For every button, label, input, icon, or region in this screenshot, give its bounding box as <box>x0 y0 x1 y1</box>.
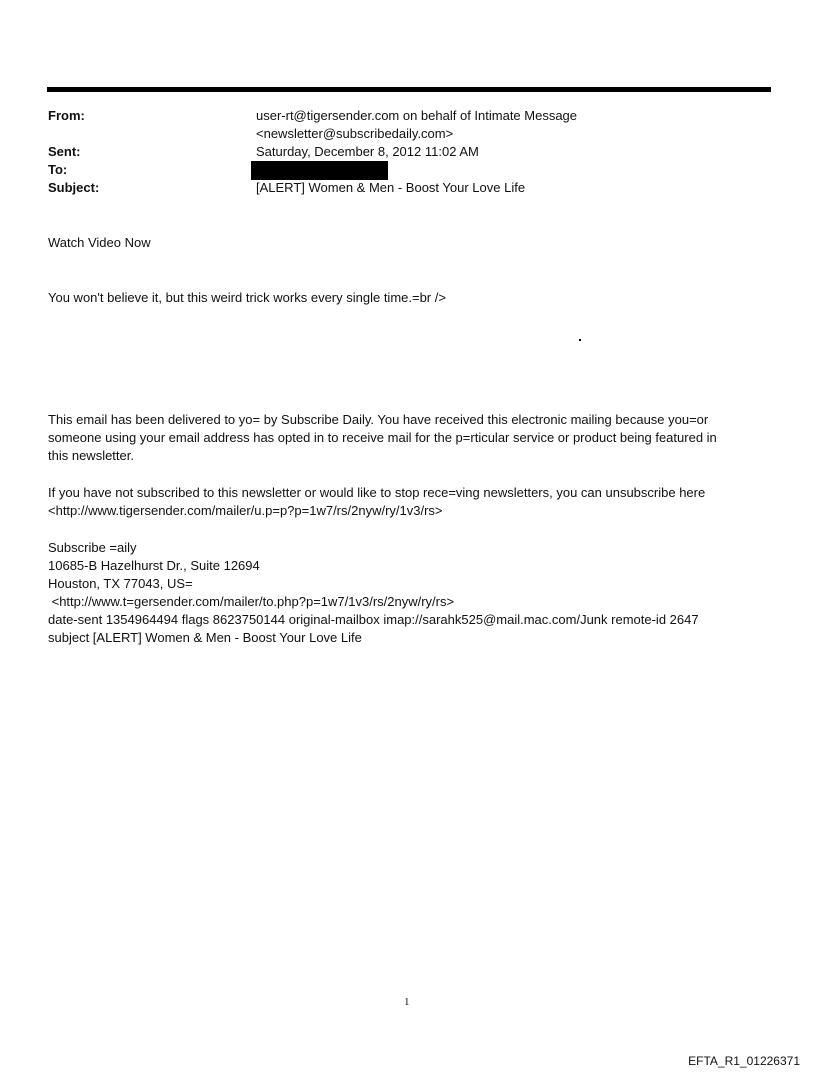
para1-line: This email has been delivered to yo= by Subscribe Daily. You have received this electronic mailing because you=or <box>48 412 709 427</box>
footer-line: Houston, TX 77043, US= <box>48 576 193 591</box>
subject-value: [ALERT] Women & Men - Boost Your Love Life <box>256 180 526 195</box>
from-value-address: <newsletter@subscribedaily.com> <box>256 126 454 141</box>
unsubscribe-link[interactable]: <http://www.tigersender.com/mailer/u.p=p?p=1w7/rs/2nyw/ry/1v3/rs> <box>48 503 443 518</box>
watch-video-link[interactable]: Watch Video Now <box>48 235 151 250</box>
document-id: EFTA_R1_01226371 <box>688 1054 800 1068</box>
sent-value: Saturday, December 8, 2012 11:02 AM <box>256 144 479 159</box>
page-number: 1 <box>404 996 410 1008</box>
subject-label: Subject: <box>48 180 100 195</box>
from-label: From: <box>48 108 85 123</box>
footer-line: date-sent 1354964494 flags 8623750144 original-mailbox imap://sarahk525@mail.mac.com/Junk remote-id 2647 <box>48 612 699 627</box>
para1-line: this newsletter. <box>48 448 134 463</box>
footer-line: 10685-B Hazelhurst Dr., Suite 12694 <box>48 558 260 573</box>
footer-line: subject [ALERT] Women & Men - Boost Your Love Life <box>48 630 362 645</box>
sent-label: Sent: <box>48 144 81 159</box>
teaser-text: You won't believe it, but this weird trick works every single time.=br /> <box>48 290 446 305</box>
redaction-box <box>251 161 388 180</box>
from-value: user-rt@tigersender.com on behalf of Intimate Message <box>256 108 578 123</box>
stray-dot <box>579 339 581 341</box>
footer-line: Subscribe =aily <box>48 540 137 555</box>
header-rule <box>47 87 771 92</box>
footer-link[interactable]: <http://www.t=gersender.com/mailer/to.php?p=1w7/1v3/rs/2nyw/ry/rs> <box>48 594 455 609</box>
to-label: To: <box>48 162 68 177</box>
para2-line: If you have not subscribed to this newsletter or would like to stop rece=ving newsletters, you can unsubscribe here <box>48 485 706 500</box>
para1-line: someone using your email address has opted in to receive mail for the p=rticular service or product being featured in <box>48 430 717 445</box>
